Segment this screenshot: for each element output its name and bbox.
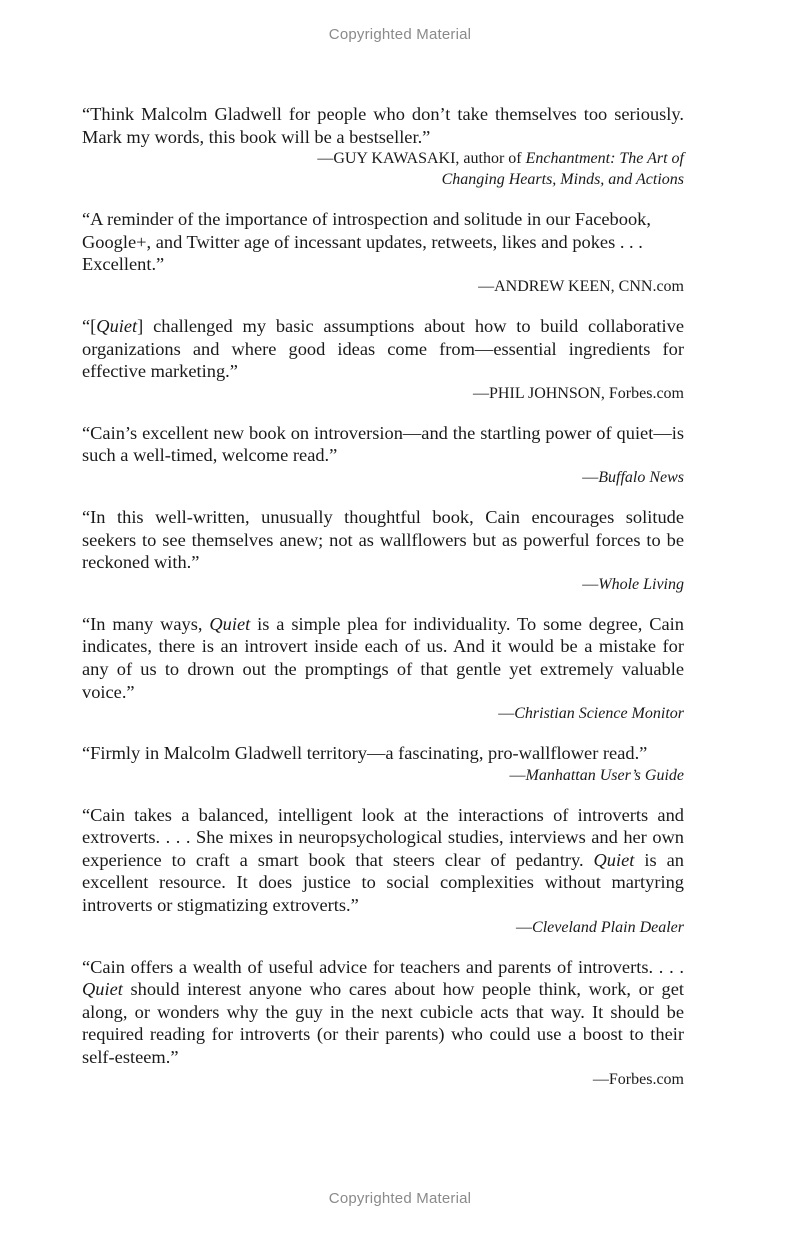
book-title: Quiet xyxy=(96,315,138,336)
blurb-attribution: —PHIL JOHNSON, Forbes.com xyxy=(473,384,684,402)
attribution-source: Whole Living xyxy=(598,575,684,593)
attribution-dash: — xyxy=(582,468,599,486)
copyright-watermark-top: Copyrighted Material xyxy=(328,26,472,43)
blurb-quote: “Cain’s excellent new book on introversion—and the startling power of quiet—is such a well-timed, welcome read.” xyxy=(82,422,684,466)
attribution-book-title: Enchantment: The Art of xyxy=(525,150,684,168)
quote-text: is an excellent resource. It does justice to social complexities without martyring introverts or stigmatizing extroverts.” xyxy=(82,849,684,916)
blurb-manhattan xyxy=(82,742,684,786)
blurb-quote xyxy=(82,315,684,383)
blurb-kawasaki xyxy=(82,103,684,190)
quote-open: “[ xyxy=(82,315,97,336)
blurb-attribution xyxy=(82,917,684,938)
blurb-quote: “In this well-written, unusually thoughtful book, Cain encourages solitude seekers to see themselves anew; not as wallflowers but as powerful forces to be reckoned with.” xyxy=(82,506,684,573)
blurb-attribution xyxy=(82,703,684,724)
book-title: Quiet xyxy=(82,979,123,1000)
quote-text: “Cain takes a balanced, intelligent look at the interactions of introverts and extroverts. . . . She mixes in neuropsychological studies, interviews and her own experience to craft a smart book that steers clear of pedantry. xyxy=(82,804,684,870)
quote-text: ] challenged my basic assumptions about how to build collaborative organizations and where good ideas come from—essential ingredients for effective marketing.” xyxy=(82,315,684,382)
blurb-quote xyxy=(82,804,684,917)
blurb-attribution: —Forbes.com xyxy=(592,1070,684,1088)
attribution-source: Manhattan User’s Guide xyxy=(525,766,684,784)
blurb-cleveland xyxy=(82,804,684,938)
blurb-attribution xyxy=(82,148,684,190)
blurb-johnson xyxy=(82,315,684,404)
blurb-attribution: —ANDREW KEEN, CNN.com xyxy=(478,277,684,295)
blurb-attribution xyxy=(82,467,684,488)
blurb-csm xyxy=(82,613,684,724)
book-title: Quiet xyxy=(209,613,251,634)
quote-text: “Cain offers a wealth of useful advice for teachers and parents of introverts. . . . xyxy=(82,956,684,977)
quote-text: should interest anyone who cares about how people think, work, or get along, or wonders why the guy in the next cubicle acts that way. It should be required reading for introverts (or their parents) who could use a boost to their self-esteem.” xyxy=(82,979,684,1068)
blurb-quote xyxy=(82,956,684,1069)
attribution-book-title-cont: Changing Hearts, Minds, and Actions xyxy=(441,171,684,189)
quote-text: “In many ways, xyxy=(82,613,210,634)
attribution-text: —GUY KAWASAKI, author of xyxy=(317,150,526,168)
blurb-keen xyxy=(82,208,684,297)
blurb-forbes xyxy=(82,956,684,1090)
blurb-quote xyxy=(82,613,684,703)
blurb-attribution xyxy=(82,765,684,786)
attribution-dash: — xyxy=(509,766,526,784)
quote-text: is a simple plea for individuality. To some degree, Cain indicates, there is an introvert inside each of us. And it would be a mistake for any of us to drown out the promptings of that gentle yet extremely valuable voice.” xyxy=(82,613,684,702)
blurb-attribution xyxy=(82,574,684,595)
blurb-quote: “Think Malcolm Gladwell for people who don’t take themselves too seriously. Mark my words, this book will be a bestseller.” xyxy=(82,104,684,147)
attribution-dash: — xyxy=(498,705,515,723)
blurb-whole-living xyxy=(82,506,684,595)
attribution-dash: — xyxy=(516,918,533,936)
attribution-dash: — xyxy=(582,575,599,593)
blurb-buffalo-news xyxy=(82,422,684,488)
attribution-source: Buffalo News xyxy=(598,468,684,486)
attribution-source: Cleveland Plain Dealer xyxy=(532,918,684,936)
book-title: Quiet xyxy=(593,849,635,870)
blurb-quote: “Firmly in Malcolm Gladwell territory—a fascinating, pro-wallflower read.” xyxy=(82,743,648,764)
blurb-quote: “A reminder of the importance of introspection and solitude in our Facebook, Google+, and Twitter age of incessant updates, retweets, likes and pokes . . . Excellent.” xyxy=(82,209,651,275)
attribution-source: Christian Science Monitor xyxy=(514,705,684,723)
copyright-watermark-bottom: Copyrighted Material xyxy=(328,1190,472,1207)
praise-page xyxy=(82,103,684,1108)
